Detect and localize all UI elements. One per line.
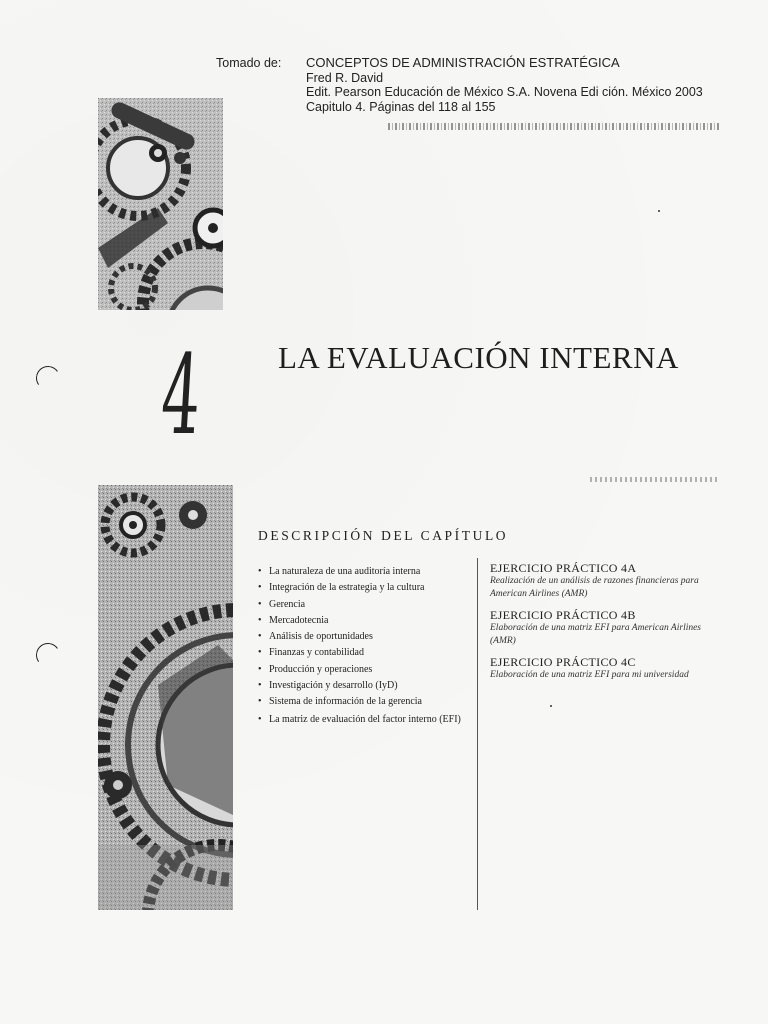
binder-hole-mark — [34, 364, 62, 392]
exercise-title: EJERCICIO PRÁCTICO 4C — [490, 655, 636, 669]
exercises-column — [490, 561, 705, 690]
list-item: • Investigación y desarrollo (IyD) — [258, 678, 468, 694]
list-item: • Finanzas y contabilidad — [258, 645, 468, 661]
gear-image-top — [98, 98, 223, 310]
topics-list — [258, 564, 468, 727]
citation-chapter-pages: Capitulo 4. Páginas del 118 al 155 — [306, 99, 496, 114]
column-divider — [477, 558, 478, 910]
list-item: • La matriz de evaluación del factor interno (EFI) — [258, 713, 468, 727]
gear-image-bottom — [98, 485, 233, 910]
chapter-number: 4 — [158, 331, 205, 459]
citation-publisher: Edit. Pearson Educación de México S.A. Novena Edi ción. México 2003 — [306, 85, 703, 99]
citation-lines — [306, 56, 746, 114]
scan-speck — [550, 705, 552, 707]
exercise-title: EJERCICIO PRÁCTICO 4B — [490, 608, 636, 622]
exercise-4b — [490, 608, 705, 647]
list-item: • Integración de la estrategia y la cultura — [258, 580, 468, 596]
list-item: • Sistema de información de la gerencia — [258, 694, 468, 710]
scan-dot-strip — [590, 477, 718, 482]
citation-label: Tomado de: — [216, 56, 282, 70]
exercise-4a — [490, 561, 705, 600]
exercise-title: EJERCICIO PRÁCTICO 4A — [490, 561, 637, 575]
chapter-title: LA EVALUACIÓN INTERNA — [278, 340, 679, 375]
list-item: • Análisis de oportunidades — [258, 629, 468, 645]
scan-speck — [658, 210, 660, 212]
citation-book-title: CONCEPTOS DE ADMINISTRACIÓN ESTRATÉGICA — [306, 55, 620, 70]
exercise-description: Elaboración de una matriz EFI para mi universidad — [490, 670, 689, 680]
citation-author: Fred R. David — [306, 70, 384, 85]
exercise-description: Realización de un análisis de razones financieras para American Airlines (AMR) — [490, 576, 699, 599]
exercise-4c — [490, 655, 705, 682]
list-item: • Gerencia — [258, 597, 468, 613]
gear-illustration-top — [98, 98, 223, 310]
list-item: • Mercadotecnia — [258, 613, 468, 629]
exercise-description: Elaboración de una matriz EFI para American Airlines (AMR) — [490, 623, 702, 646]
list-item: • La naturaleza de una auditoría interna — [258, 564, 468, 580]
description-heading: DESCRIPCIÓN DEL CAPÍTULO — [258, 528, 509, 543]
binder-hole-mark — [34, 641, 62, 669]
scan-noise-strip — [388, 123, 721, 130]
list-item: • Producción y operaciones — [258, 662, 468, 678]
gear-illustration-bottom — [98, 485, 233, 910]
